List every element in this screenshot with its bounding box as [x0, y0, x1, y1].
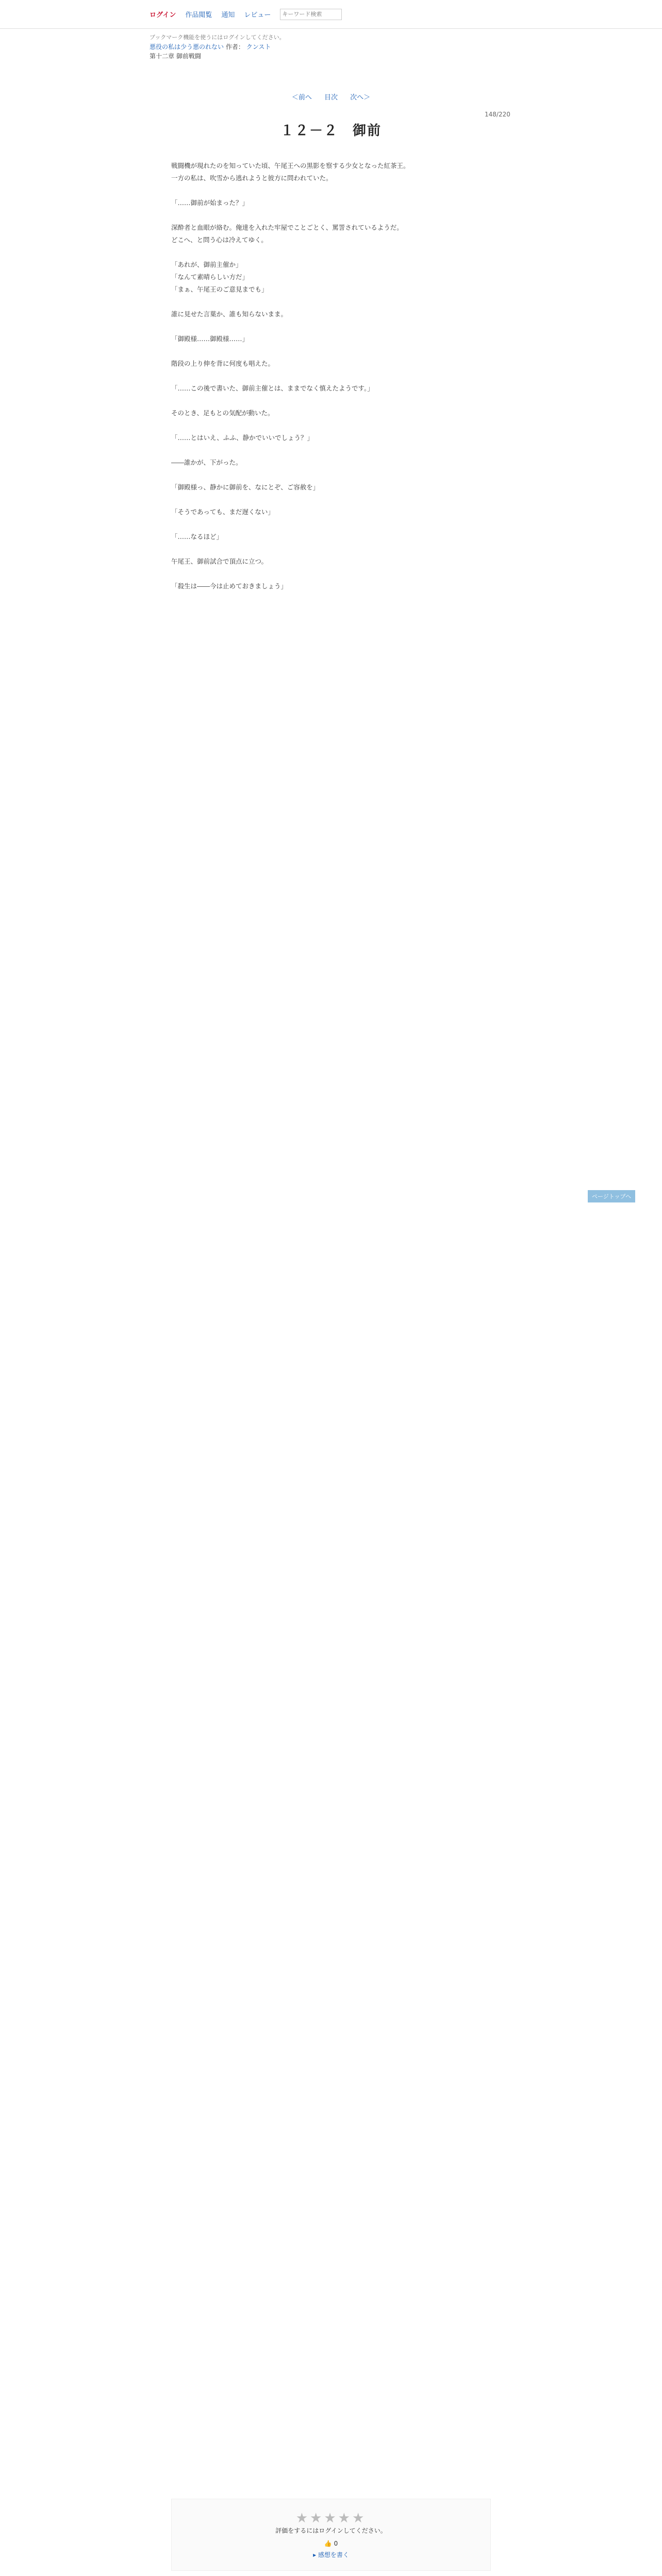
prev-link[interactable]: ＜前へ: [291, 94, 312, 101]
novel-paragraph: 戦闘機が現れたのを知っていた頃、午尾王への黒影を察する少女となった紅茶王。: [171, 162, 410, 170]
novel-paragraph: 「まぁ、午尾王のご意見までも」: [171, 285, 268, 293]
novel-paragraph: [171, 494, 491, 506]
novel-paragraph: どこへ、と問う心は冷えてゆく。: [171, 236, 268, 244]
author-link[interactable]: クンスト: [246, 43, 271, 50]
novel-paragraph: 「……なるほど」: [171, 533, 223, 540]
novel-paragraph: 階段の上り伸を背に何度も唱えた。: [171, 360, 275, 367]
episode-number: 148/220: [485, 111, 510, 118]
rating-login-note: 評価をするにはログインしてください。: [275, 2527, 387, 2534]
novel-paragraph: 「御殿様……御殿様……」: [171, 335, 249, 343]
novel-paragraph: [171, 345, 491, 358]
novel-paragraph: 午尾王、御前試合で頂点に立つ。: [171, 557, 268, 565]
write-review-link[interactable]: ▸ 感想を書く: [313, 2551, 349, 2558]
novel-body: [171, 160, 491, 2488]
novel-paragraph: [171, 444, 491, 456]
author-label: 作者：: [225, 43, 244, 50]
index-link[interactable]: 目次: [324, 94, 338, 101]
chapter-label: 第十二章 御前戦闘: [150, 53, 201, 60]
novel-paragraph: 深酔者と血眼が絡む。俺達を入れた牢屋でことごとく、罵詈されているようだ。: [171, 224, 403, 231]
novel-paragraph: 一方の私は、吹雪から逃れようと彼方に問われていた。: [171, 174, 333, 182]
nav-works-link[interactable]: 作品閲覧: [185, 11, 212, 19]
novel-paragraph: [171, 395, 491, 407]
novel-paragraph: [171, 296, 491, 308]
novel-paragraph: 「……とはいえ、ふふ、静かでいいでしょう？」: [171, 434, 314, 442]
nav-notify-link[interactable]: 通知: [221, 11, 235, 19]
like-count: 0: [334, 2540, 338, 2547]
novel-paragraph: [171, 370, 491, 382]
bookmark-note: ブックマーク機能を使うにはログインしてください。: [150, 34, 285, 41]
novel-title-link[interactable]: 悪役の私は少う悪のれない: [150, 43, 224, 50]
novel-paragraph: ――誰かが、下がった。: [171, 459, 242, 466]
page-top-button[interactable]: ページトップへ: [588, 1190, 635, 1202]
novel-paragraph: 「御殿様っ、静かに御前を、なにとぞ、ご容赦を」: [171, 483, 320, 491]
next-link[interactable]: 次へ＞: [350, 94, 371, 101]
login-link[interactable]: ログイン: [150, 11, 176, 19]
novel-paragraph: [171, 568, 491, 580]
novel-paragraph: [171, 518, 491, 531]
novel-header: [0, 29, 662, 61]
novel-paragraph: 誰に見せた言葉か、誰も知らないまま。: [171, 310, 288, 318]
novel-paragraph: 「そうであっても、まだ遅くない」: [171, 508, 274, 516]
novel-paragraph: [171, 543, 491, 555]
novel-paragraph: 「あれが、御前主催か」: [171, 261, 242, 268]
top-nav-bar: [0, 0, 662, 29]
novel-paragraph: 「……御前が始まった？」: [171, 199, 249, 207]
novel-paragraph: 「……この後で書いた、御前主催とは、ままでなく慎えたようです。」: [171, 384, 374, 392]
rating-box: [171, 2499, 491, 2571]
novel-paragraph: 「なんて素晴らしい方だ」: [171, 273, 249, 281]
novel-paragraph: [171, 209, 491, 222]
episode-title: １２－２ 御前: [280, 123, 382, 139]
novel-paragraph: 「殺生は――今は止めておきましょう」: [171, 582, 288, 590]
novel-paragraph: [171, 320, 491, 333]
novel-paragraph: [171, 246, 491, 259]
like-icon[interactable]: 👍: [324, 2540, 332, 2547]
novel-paragraph: [171, 419, 491, 432]
star-rating-icons[interactable]: ★★★★★: [295, 2511, 367, 2526]
nav-review-link[interactable]: レビュー: [244, 11, 271, 19]
novel-paragraph: [171, 469, 491, 481]
novel-paragraph: [171, 184, 491, 197]
episode-pager-top: [0, 92, 662, 101]
top-search-input[interactable]: [280, 9, 342, 20]
novel-paragraph: そのとき、足もとの気配が動いた。: [171, 409, 274, 417]
